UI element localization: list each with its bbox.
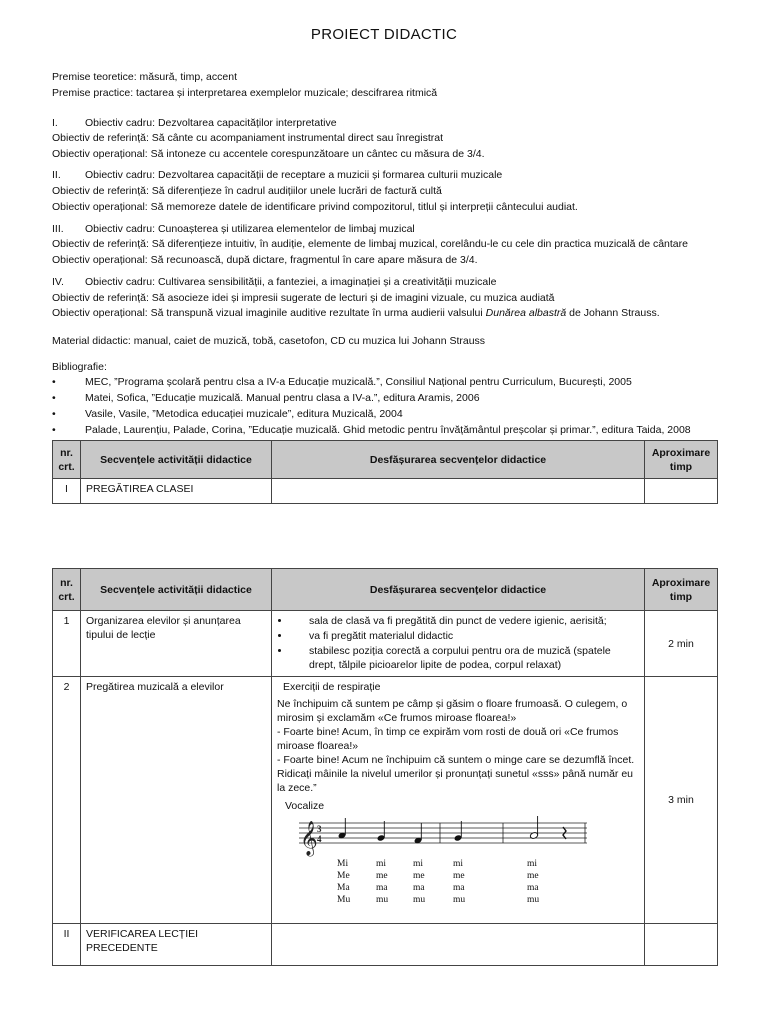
exercitii-paragraph-3: - Foarte bine! Acum ne închipuim că suntem o minge care se dezumflă încet. Ridicați mâinile la nivelul umerilor și pronunțați sunetul «sss» până număr eu la zece.” xyxy=(277,754,635,794)
syllable-label: me xyxy=(527,871,539,881)
syllable-label: mu xyxy=(413,895,426,905)
row-desfasurare xyxy=(272,479,645,504)
syllable-label: me xyxy=(413,871,425,881)
header-timp: Aproximare timp xyxy=(645,569,718,611)
bibliography-item-4: Palade, Laurențiu, Palade, Corina, ”Educație muzicală. Ghid metodic pentru învățământul preșcolar și primar.”, editura Taida, 2008 xyxy=(85,424,691,436)
objective-3-cadru xyxy=(52,222,415,236)
objective-1-referinta: Obiectiv de referință: Să cânte cu acompaniament instrumental direct sau înregistrat xyxy=(52,132,444,144)
syllable-label: me xyxy=(453,871,465,881)
objective-3-operational: Obiectiv operațional: Să recunoască, după dictare, fragmentul în care apare măsura de 3/4. xyxy=(52,254,478,266)
syllable-label: mi xyxy=(527,859,538,869)
objective-3-number: III. xyxy=(52,223,64,235)
organizare-list xyxy=(277,614,639,672)
row-nr: II xyxy=(53,924,81,966)
objective-1-operational: Obiectiv operațional: Să intoneze cu accentele corespunzătoare un cântec cu măsura de 3/4. xyxy=(52,148,485,160)
objective-4-operational-title: Dunărea albastră xyxy=(485,307,567,319)
objective-1-cadru xyxy=(52,116,337,130)
objective-1-cadru-text: Obiectiv cadru: Dezvoltarea capacităților interpretative xyxy=(85,117,337,129)
syllable-label: ma xyxy=(413,883,425,893)
row-desfasurare xyxy=(272,611,645,677)
objective-2-number: II. xyxy=(52,169,61,181)
treble-clef-icon: 𝄞 xyxy=(300,821,318,856)
objective-2-operational: Obiectiv operațional: Să memoreze datele de identificare privind compozitorul, titlul și interpreții cântecului audiat. xyxy=(52,201,578,213)
note-quarter xyxy=(414,823,423,844)
row-nr: I xyxy=(53,479,81,504)
syllable-label: Mu xyxy=(337,895,351,905)
time-signature-top: 3 xyxy=(317,824,322,834)
syllable-label: Mi xyxy=(337,859,349,869)
header-nr: nr. crt. xyxy=(53,441,81,479)
syllable-label: mi xyxy=(453,859,464,869)
row-timp: 2 min xyxy=(645,611,718,677)
syllable-label: ma xyxy=(527,883,539,893)
bibliografie-label: Bibliografie: xyxy=(52,361,107,373)
objective-4-operational-pre: Obiectiv operațional: Să transpună vizual imaginile auditive rezultate în urma audierii valsului xyxy=(52,307,486,319)
page-title: PROIECT DIDACTIC xyxy=(310,26,458,43)
table-row xyxy=(53,479,718,504)
bibliography-item-2: Matei, Sofica, ”Educație muzicală. Manual pentru clasa a IV-a.”, editura Aramis, 2006 xyxy=(85,392,480,404)
bibliography-bullet: • xyxy=(52,424,56,436)
header-desfasurare: Desfășurarea secvențelor didactice xyxy=(272,441,645,479)
table-row xyxy=(53,677,718,924)
objective-4-cadru-text: Obiectiv cadru: Cultivarea sensibilității, a fanteziei, a imaginației și a creativității muzicale xyxy=(85,276,497,288)
premise-practice: Premise practice: tactarea și interpretarea exemplelor muzicale; descifrarea ritmică xyxy=(52,87,438,99)
header-nr: nr. crt. xyxy=(53,569,81,611)
syllable-label: mi xyxy=(413,859,424,869)
row-timp: 3 min xyxy=(645,677,718,924)
syllable-label: mi xyxy=(376,859,387,869)
vocalize-score xyxy=(277,815,597,913)
lesson-table-1 xyxy=(52,440,718,504)
header-desfasurare: Desfășurarea secvențelor didactice xyxy=(272,569,645,611)
objective-3-referinta: Obiectiv de referință: Să diferențieze intuitiv, în audiție, elemente de limbaj muzical, corelându-le cu cele din practica muzicală de cântare xyxy=(52,238,688,250)
syllable-label: mu xyxy=(376,895,389,905)
premise-teoretice: Premise teoretice: măsură, timp, accent xyxy=(52,71,237,83)
row-secventa: Organizarea elevilor și anunțarea tipului de lecție xyxy=(81,611,272,677)
syllable-label: mu xyxy=(527,895,540,905)
table-row xyxy=(53,924,718,966)
header-timp: Aproximare timp xyxy=(645,441,718,479)
objective-4-referinta: Obiectiv de referință: Să asocieze idei și impresii sugerate de lecturi și de imagini vizuale, cu muzica audiată xyxy=(52,292,555,304)
row-secventa: PREGĂTIREA CLASEI xyxy=(81,479,272,504)
row-nr: 1 xyxy=(53,611,81,677)
row-nr: 2 xyxy=(53,677,81,924)
objective-4-cadru xyxy=(52,275,496,289)
bibliography-item-3: Vasile, Vasile, ”Metodica educației muzicale”, editura Muzicală, 2004 xyxy=(85,408,403,420)
table-header-row xyxy=(53,441,718,479)
note-quarter xyxy=(338,818,347,839)
row-timp xyxy=(645,479,718,504)
objective-4-operational-post: de Johann Strauss. xyxy=(566,307,660,319)
syllable-label: mu xyxy=(453,895,466,905)
objective-2-referinta: Obiectiv de referință: Să diferențieze în cadrul audițiilor unele lucrări de factură cultă xyxy=(52,185,442,197)
list-item: • sala de clasă va fi pregătită din punct de vedere igienic, aerisită; xyxy=(291,614,639,628)
row-timp xyxy=(645,924,718,966)
bibliography-bullet: • xyxy=(52,376,56,388)
objective-1-number: I. xyxy=(52,117,58,129)
row-secventa: VERIFICAREA LECȚIEI PRECEDENTE xyxy=(81,924,272,966)
bibliography-item-1: MEC, ”Programa școlară pentru clsa a IV-a Educație muzicală.”, Consiliul Național pentru Curriculum, București, 2005 xyxy=(85,376,632,388)
syllable-label: ma xyxy=(376,883,388,893)
objective-4-operational xyxy=(52,306,660,320)
lesson-table-2 xyxy=(52,568,718,966)
exercitii-paragraph-1: Ne închipuim că suntem pe câmp și găsim o floare frumoasă. O culegem, o mirosim și exclamăm «Ce frumos miroase floarea!» xyxy=(277,698,628,724)
exercitii-title: Exerciții de respirație xyxy=(283,681,381,693)
row-desfasurare xyxy=(272,677,645,924)
objective-3-cadru-text: Obiectiv cadru: Cunoașterea și utilizarea elementelor de limbaj muzical xyxy=(85,223,415,235)
row-secventa: Pregătirea muzicală a elevilor xyxy=(81,677,272,924)
objective-2-cadru xyxy=(52,168,502,182)
material-didactic: Material didactic: manual, caiet de muzică, tobă, casetofon, CD cu muzica lui Johann Strauss xyxy=(52,335,486,347)
syllable-label: ma xyxy=(453,883,465,893)
header-secvente: Secvențele activității didactice xyxy=(81,441,272,479)
list-item: • va fi pregătit materialul didactic xyxy=(291,629,639,643)
bibliography-bullet: • xyxy=(52,392,56,404)
note-quarter xyxy=(377,821,386,842)
time-signature-bottom: 4 xyxy=(317,834,322,844)
syllable-label: Me xyxy=(337,871,350,881)
exercitii-paragraph-2: - Foarte bine! Acum, în timp ce expirăm vom rosti de două ori «Ce frumos miroase floarea!» xyxy=(277,726,619,752)
syllable-grid xyxy=(337,859,539,905)
objective-4-number: IV. xyxy=(52,276,64,288)
list-item: • stabilesc poziția corectă a corpului pentru ora de muzică (spatele drept, tălpile picioarelor lipite de podea, corpul relaxat) xyxy=(291,644,639,672)
objective-2-cadru-text: Obiectiv cadru: Dezvoltarea capacității de receptare a muzicii și formarea culturii muzicale xyxy=(85,169,503,181)
table-row xyxy=(53,611,718,677)
syllable-label: Ma xyxy=(337,883,350,893)
table-header-row xyxy=(53,569,718,611)
syllable-label: me xyxy=(376,871,388,881)
bibliography-bullet: • xyxy=(52,408,56,420)
vocalize-label: Vocalize xyxy=(285,800,325,812)
note-quarter xyxy=(454,821,463,842)
row-desfasurare xyxy=(272,924,645,966)
header-secvente: Secvențele activității didactice xyxy=(81,569,272,611)
